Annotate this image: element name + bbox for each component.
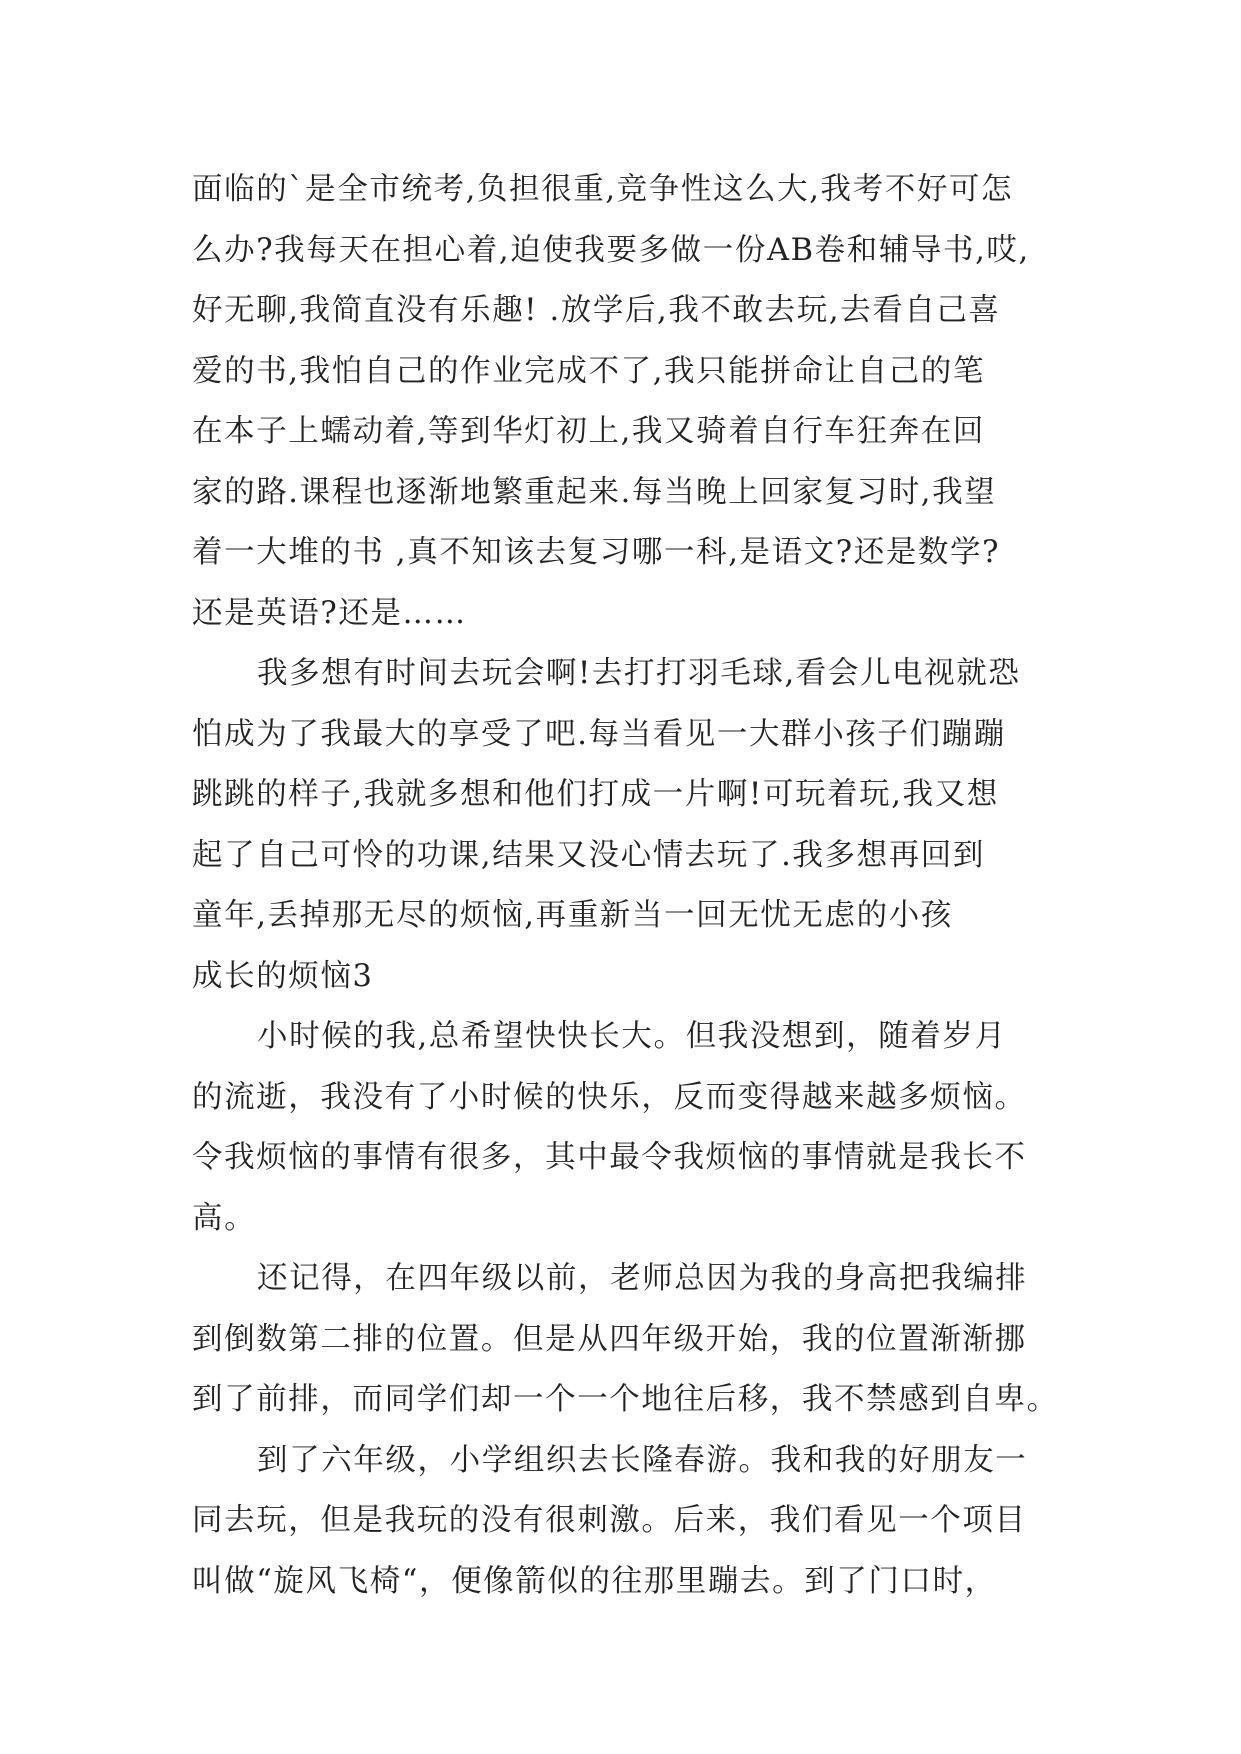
text-line: 家的路.课程也逐渐地繁重起来.每当晚上回家复习时,我望 [192, 474, 997, 510]
document-body [192, 160, 1072, 1612]
text-line: 么办?我每天在担心着,迫使我要多做一份AB卷和辅导书,哎, [192, 232, 1030, 268]
text-line: 到倒数第二排的位置。但是从四年级开始，我的位置渐渐挪 [192, 1321, 1027, 1357]
text-line: 爱的书,我怕自己的作业完成不了,我只能拼命让自己的笔 [192, 353, 985, 389]
paragraph-first-line: 我多想有时间去玩会啊!去打打羽毛球,看会儿电视就恐 [257, 656, 1021, 691]
text-line: 好无聊,我简直没有乐趣! .放学后,我不敢去玩,去看自己喜 [192, 293, 1001, 328]
text-line: 还是英语?还是…… [192, 595, 467, 631]
text-line: 童年,丢掉那无尽的烦恼,再重新当一回无忧无虑的小孩 [192, 898, 953, 933]
paragraph-first-line: 小时候的我,总希望快快长大。但我没想到，随着岁月 [257, 1019, 1007, 1054]
text-line: 高。 [192, 1200, 257, 1236]
text-line: 令我烦恼的事情有很多，其中最令我烦恼的事情就是我长不 [192, 1140, 1027, 1175]
text-line: 到了前排，而同学们却一个一个地往后移，我不禁感到自卑。 [192, 1382, 1059, 1417]
text-line: 的流逝，我没有了小时候的快乐，反而变得越来越多烦恼。 [192, 1079, 1027, 1115]
paragraph-first-line: 到了六年级，小学组织去长隆春游。我和我的好朋友一 [257, 1442, 1028, 1478]
text-line: 跳跳的样子,我就多想和他们打成一片啊!可玩着玩,我又想 [192, 777, 999, 812]
text-line: 在本子上蠕动着,等到华灯初上,我又骑着自行车狂奔在回 [192, 414, 985, 449]
paragraph-first-line: 还记得，在四年级以前，老师总因为我的身高把我编排 [257, 1261, 1028, 1296]
section-title: 成长的烦恼3 [192, 958, 374, 994]
text-line: 起了自己可怜的功课,结果又没心情去玩了.我多想再回到 [192, 837, 985, 873]
text-line: 同去玩，但是我玩的没有很刺激。后来，我们看见一个项目 [192, 1503, 1027, 1538]
text-line: 着一大堆的书 ,真不知该去复习哪一科,是语文?还是数学? [192, 535, 1001, 570]
text-line: 叫做“旋风飞椅“，便像箭似的往那里蹦去。到了门口时， [192, 1563, 997, 1599]
text-line: 怕成为了我最大的享受了吧.每当看见一大群小孩子们蹦蹦 [192, 716, 1006, 752]
text-line: 面临的`是全市统考,负担很重,竞争性这么大,我考不好可怎 [192, 172, 1014, 207]
